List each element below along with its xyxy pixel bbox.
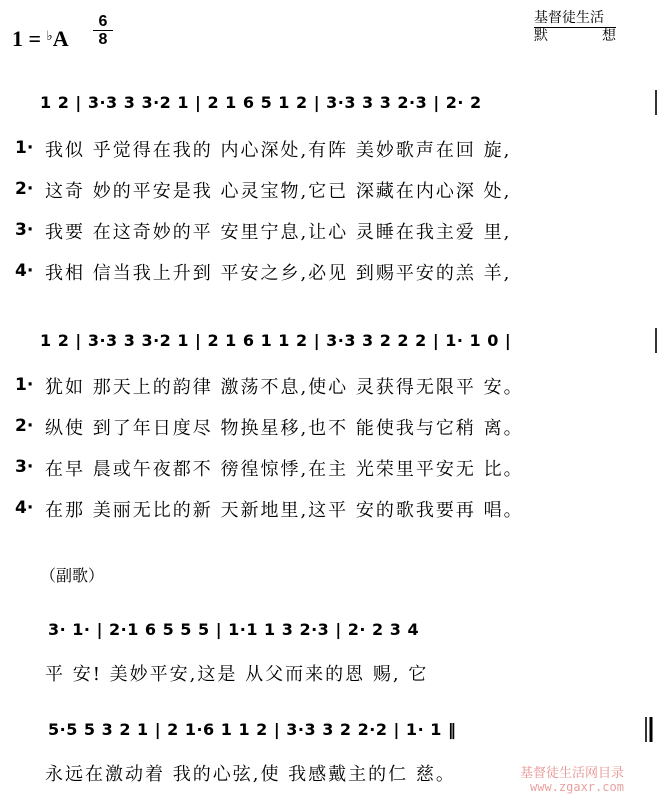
staff2-verse2-num: 2· xyxy=(15,416,34,436)
staff1-verse3-lyric: 我要 在这奇妙的平 安里宁息,让心 灵睡在我主爱 里, xyxy=(45,222,512,243)
staff4-notes: 5·5 5 3 2 1 | 2 1·6 1 1 2 | 3·3 3 2 2·2 | 1· 1 ‖ xyxy=(48,720,457,739)
staff1-verse2-lyric: 这奇 妙的平安是我 心灵宝物,它已 深藏在内心深 处, xyxy=(45,181,512,202)
staff2-verse4-lyric: 在那 美丽无比的新 天新地里,这平 安的歌我要再 唱。 xyxy=(45,500,524,521)
staff2-verse2-lyric: 纵使 到了年日度尽 物换星移,也不 能使我与它稍 离。 xyxy=(45,418,524,439)
staff2-verse3-lyric: 在早 晨或午夜都不 徬徨惊悸,在主 光荣里平安无 比。 xyxy=(45,459,524,480)
key-signature: 1 = ♭A xyxy=(12,26,69,51)
staff3-notes: 3· 1· | 2·1 6 5 5 5 | 1·1 1 3 2·3 | 2· 2 3 4 xyxy=(48,620,420,639)
source-char-1: 默 xyxy=(534,28,548,44)
staff2-notes: 1 2 | 3·3 3 3·2 1 | 2 1 6 1 1 2 | 3·3 3 2 2 2 | 1· 1 0 | xyxy=(40,331,512,350)
source-char-2: 想 xyxy=(602,28,616,44)
watermark-text: 基督徒生活网目录 xyxy=(520,766,625,781)
staff1-verse4-num: 4· xyxy=(15,261,34,281)
staff4-lyric: 永远在激动着 我的心弦,使 我感戴主的仁 慈。 xyxy=(45,764,456,785)
staff1-verse1-lyric: 我似 乎觉得在我的 内心深处,有阵 美妙歌声在回 旋, xyxy=(45,140,512,161)
staff1-notes: 1 2 | 3·3 3 3·2 1 | 2 1 6 5 1 2 | 3·3 3 3 2·3 | 2· 2 xyxy=(40,93,482,112)
flat-sign: ♭ xyxy=(46,28,53,43)
staff2-verse4-num: 4· xyxy=(15,498,34,518)
time-signature: 6 8 xyxy=(93,14,113,47)
staff2-verse1-num: 1· xyxy=(15,375,34,395)
staff1-verse4-lyric: 我相 信当我上升到 平安之乡,必见 到赐平安的羔 羊, xyxy=(45,263,512,284)
staff3-lyric: 平 安! 美妙平安,这是 从父而来的恩 赐, 它 xyxy=(45,664,429,685)
staff1-verse3-num: 3· xyxy=(15,220,34,240)
watermark-url: www.zgaxr.com xyxy=(530,780,624,794)
staff1-verse1-num: 1· xyxy=(15,138,34,158)
staff2-verse3-num: 3· xyxy=(15,457,34,477)
chorus-label: （副歌） xyxy=(40,566,105,585)
source-title: 基督徒生活 xyxy=(534,10,616,28)
staff1-verse2-num: 2· xyxy=(15,179,34,199)
staff2-verse1-lyric: 犹如 那天上的韵律 激荡不息,使心 灵获得无限平 安。 xyxy=(45,377,524,398)
